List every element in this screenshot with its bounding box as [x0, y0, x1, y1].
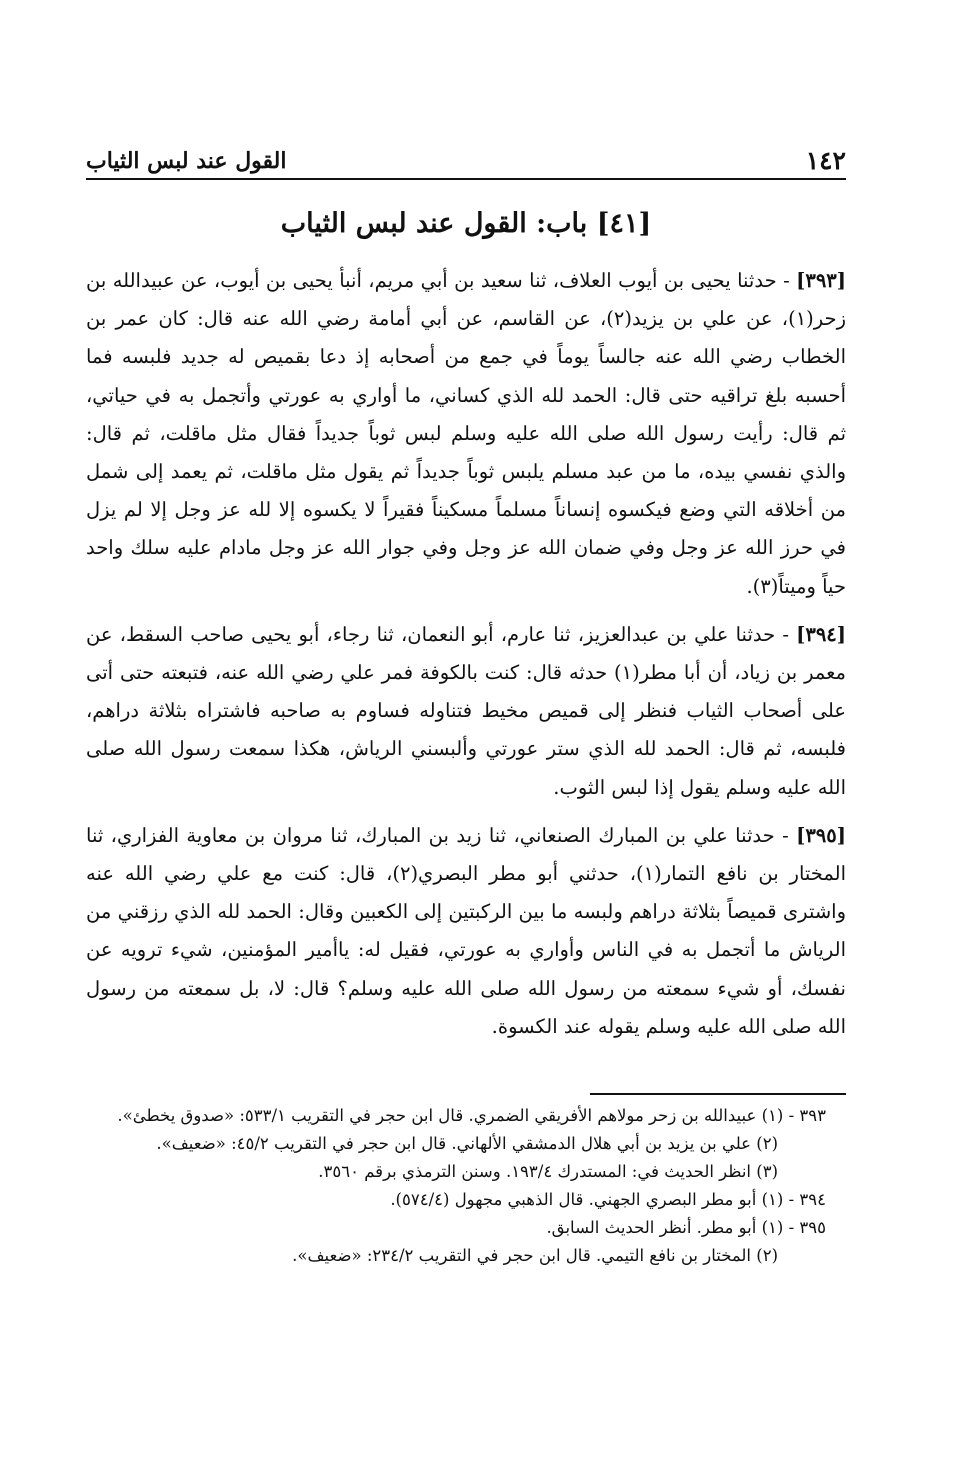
hadith-number: [٣٩٥]	[796, 823, 846, 847]
footnote: (٢) المختار بن نافع التيمي. قال ابن حجر في التقريب ٢٣٤/٢: «ضعيف».	[292, 1246, 778, 1265]
footnote: ٣٩٤ - (١) أبو مطر البصري الجهني. قال الذهبي مجهول (٥٧٤/٤).	[390, 1190, 826, 1209]
hadith-395	[86, 817, 846, 1046]
hadith-394	[86, 616, 846, 807]
footnote: ٣٩٣ - (١) عبيدالله بن زحر مولاهم الأفريقي الضمري. قال ابن حجر في التقريب ٥٣٣/١: «صدوق يخطئ».	[117, 1106, 826, 1125]
hadith-number: [٣٩٤]	[796, 622, 846, 646]
footnote: (٢) علي بن يزيد بن أبي هلال الدمشقي الألهاني. قال ابن حجر في التقريب ٤٥/٢: «ضعيف».	[156, 1134, 778, 1153]
page-number: ١٤٢	[805, 146, 846, 175]
hadith-number: [٣٩٣]	[796, 269, 846, 292]
footnote: (٣) انظر الحديث في: المستدرك ١٩٣/٤. وسنن الترمذي برقم ٣٥٦٠.	[318, 1162, 778, 1181]
footnote: ٣٩٥ - (١) أبو مطر. أنظر الحديث السابق.	[546, 1218, 826, 1237]
footnote-separator	[590, 1093, 846, 1095]
hadith-393	[86, 262, 846, 606]
main-text	[86, 262, 846, 1056]
hadith-text: - حدثنا علي بن المبارك الصنعاني، ثنا زيد بن المبارك، ثنا مروان بن معاوية الفزاري، ثنا المختار بن نافع التمار(١)، حدثني أبو مطر البصري(٢)، قال: كنت مع علي رضي الله عنه واشترى قميصاً بثلاثة دراهم ولبسه ما بين الركبتين إلى الكعبين وقال: الحمد لله الذي رزقني من الرياش ما أتجمل به في الناس وأواري به عورتي، فقيل له: ياأمير المؤمنين، شيء ترويه عن نفسك، أو شيء سمعته من رسول الله صلى الله عليه وسلم؟ قال: لا، بل سمعته من رسول الله صلى الله عليه وسلم يقوله عند الكسوة.	[86, 823, 846, 1038]
hadith-text: - حدثنا علي بن عبدالعزيز، ثنا عارم، أبو النعمان، ثنا رجاء، أبو يحيى صاحب السقط، عن معمر بن زياد، أن أبا مطر(١) حدثه قال: كنت بالكوفة فمر علي رضي الله عنه، فتبعته حتى أتى على أصحاب الثياب فنظر إلى قميص مخيط فتناوله فساوم به صاحبه فاشتراه بثلاثة دراهم، فلبسه، ثم قال: الحمد لله الذي ستر عورتي وألبسني الرياش، هكذا سمعت رسول الله صلى الله عليه وسلم يقول إذا لبس الثوب.	[86, 622, 846, 799]
page-header	[86, 142, 846, 182]
footnotes	[86, 1102, 826, 1270]
header-rule	[86, 178, 846, 180]
running-title: القول عند لبس الثياب	[86, 148, 287, 174]
hadith-text: - حدثنا يحيى بن أيوب العلاف، ثنا سعيد بن أبي مريم، أنبأ يحيى بن أيوب، عن عبيدالله بن زحر(١)، عن علي بن يزيد(٢)، عن القاسم، عن أبي أمامة رضي الله عنه قال: كان عمر بن الخطاب رضي الله عنه جالساً يوماً في جمع من أصحابه إذ دعا بقميص له جديد فلبسه فما أحسبه بلغ تراقيه حتى قال: الحمد لله الذي كساني، ما أواري به عورتي وأتجمل به في حياتي، ثم قال: رأيت رسول الله صلى الله عليه وسلم لبس ثوباً جديداً فقال مثل ماقلت، ثم قال: والذي نفسي بيده، ما من عبد مسلم يلبس ثوباً جديداً ثم يقول مثل ماقلت، ثم يعمد إلى شمل من أخلاقه التي وضع فيكسوه إنساناً مسلماً مسكيناً فقيراً لا يكسوه إلا لله عز وجل إلا لم يزل في حرز الله عز وجل وفي ضمان الله عز وجل وفي جوار الله عز وجل مادام عليه سلك واحد حياً وميتاً(٣).	[86, 269, 847, 598]
chapter-title: [٤١] باب: القول عند لبس الثياب	[280, 208, 652, 239]
